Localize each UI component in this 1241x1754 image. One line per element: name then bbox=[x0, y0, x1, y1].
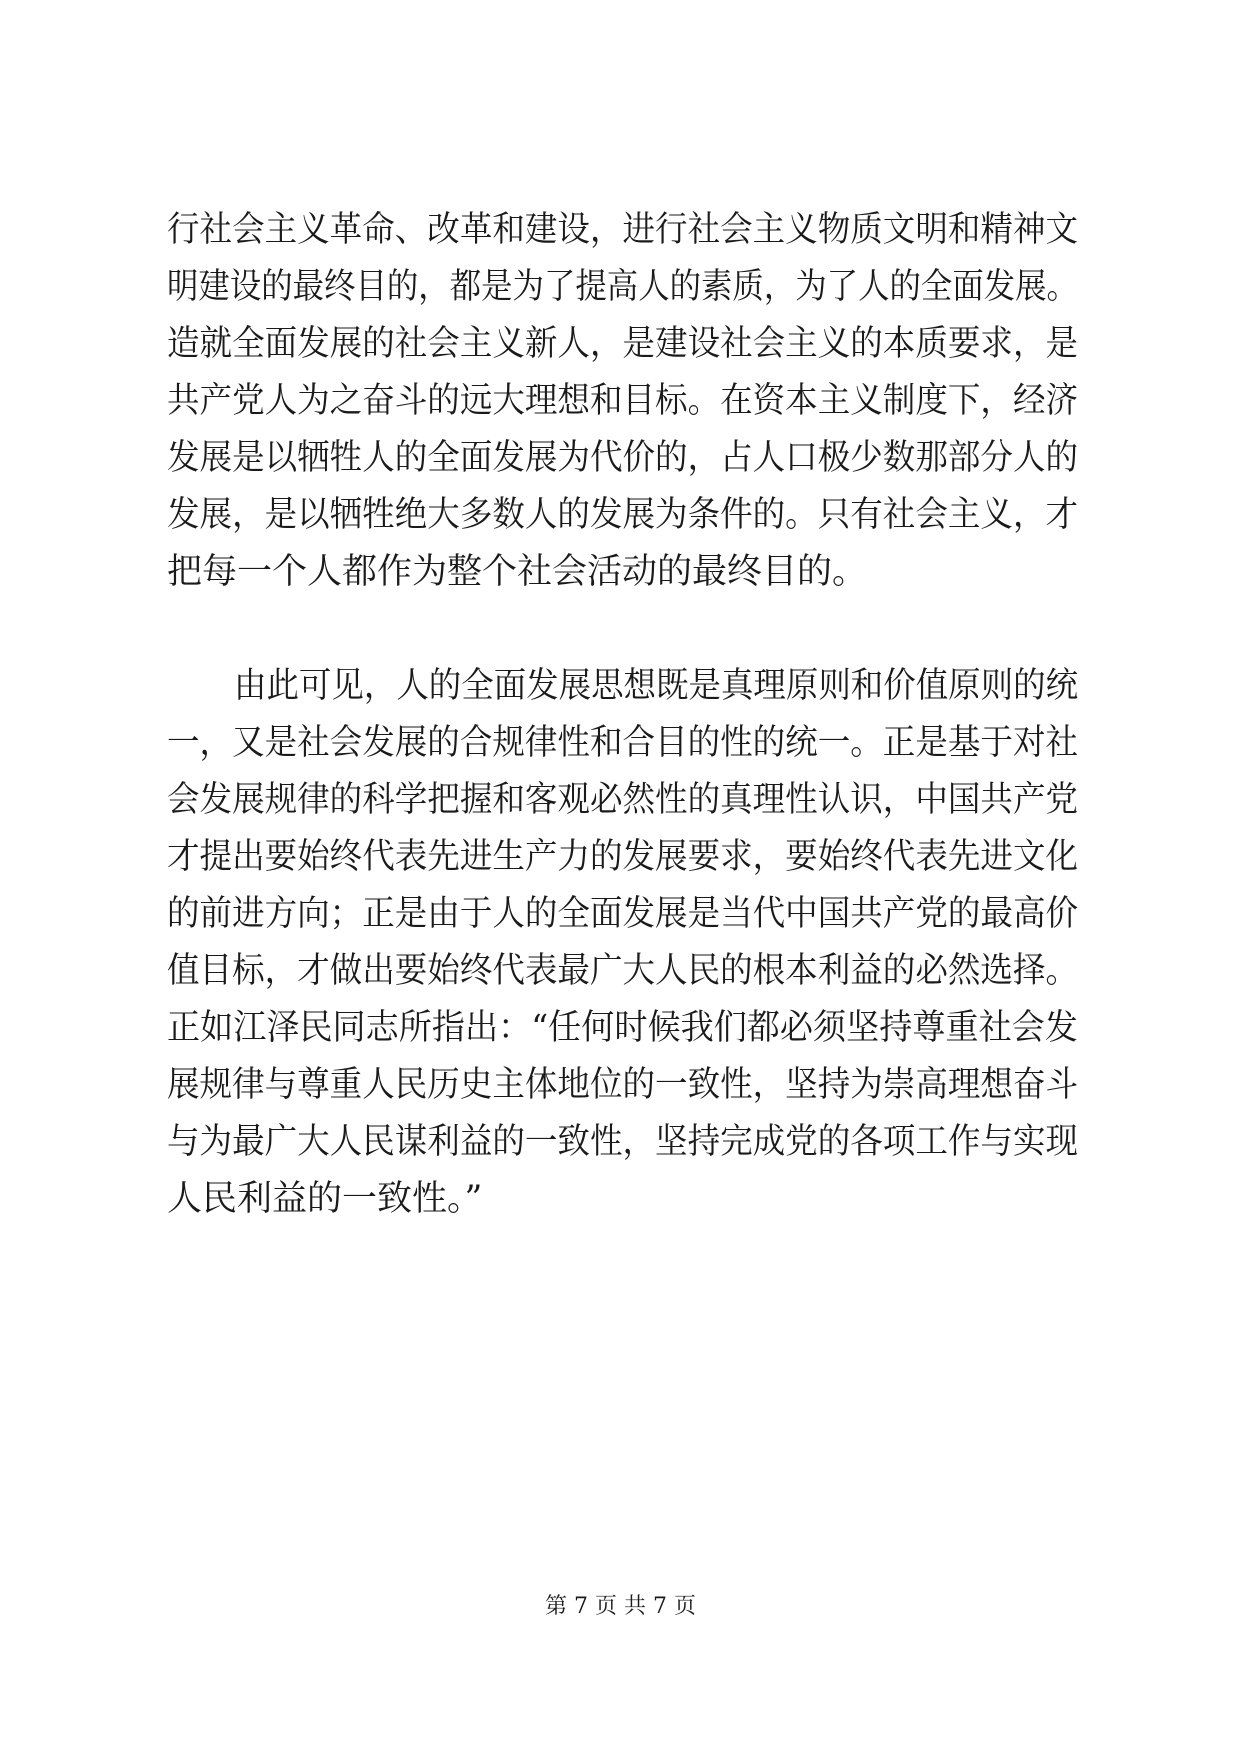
text-line-5: 发展是以牺牲人的全面发展为代价的，占人口极少数那部分人的 bbox=[167, 438, 1079, 478]
text-line-8: 由此可见，人的全面发展思想既是真理原则和价值原则的统 bbox=[234, 666, 1079, 706]
text-line-6: 发展，是以牺牲绝大多数人的发展为条件的。只有社会主义，才 bbox=[167, 495, 1079, 535]
text-line-15: 展规律与尊重人民历史主体地位的一致性，坚持为崇高理想奋斗 bbox=[167, 1065, 1079, 1105]
text-line-4: 共产党人为之奋斗的远大理想和目标。在资本主义制度下，经济 bbox=[167, 381, 1079, 421]
text-line-13: 值目标，才做出要始终代表最广大人民的根本利益的必然选择。 bbox=[167, 951, 1079, 991]
text-line-1: 行社会主义革命、改革和建设，进行社会主义物质文明和精神文 bbox=[167, 210, 1079, 250]
text-line-7: 把每一个人都作为整个社会活动的最终目的。 bbox=[167, 552, 868, 592]
text-line-11: 才提出要始终代表先进生产力的发展要求，要始终代表先进文化 bbox=[167, 837, 1079, 877]
text-line-14: 正如江泽民同志所指出：“任何时候我们都必须坚持尊重社会发 bbox=[167, 1008, 1078, 1048]
text-line-12: 的前进方向；正是由于人的全面发展是当代中国共产党的最高价 bbox=[167, 894, 1079, 934]
text-line-10: 会发展规律的科学把握和客观必然性的真理性认识，中国共产党 bbox=[167, 780, 1079, 820]
text-line-9: 一，又是社会发展的合规律性和合目的性的统一。正是基于对社 bbox=[167, 723, 1079, 763]
page-number-footer: 第 7 页 共 7 页 bbox=[545, 1594, 696, 1619]
text-line-17: 人民利益的一致性。” bbox=[167, 1179, 483, 1219]
text-line-2: 明建设的最终目的，都是为了提高人的素质，为了人的全面发展。 bbox=[167, 267, 1078, 307]
text-line-16: 与为最广大人民谋利益的一致性，坚持完成党的各项工作与实现 bbox=[167, 1122, 1079, 1162]
text-line-3: 造就全面发展的社会主义新人，是建设社会主义的本质要求，是 bbox=[167, 324, 1079, 364]
